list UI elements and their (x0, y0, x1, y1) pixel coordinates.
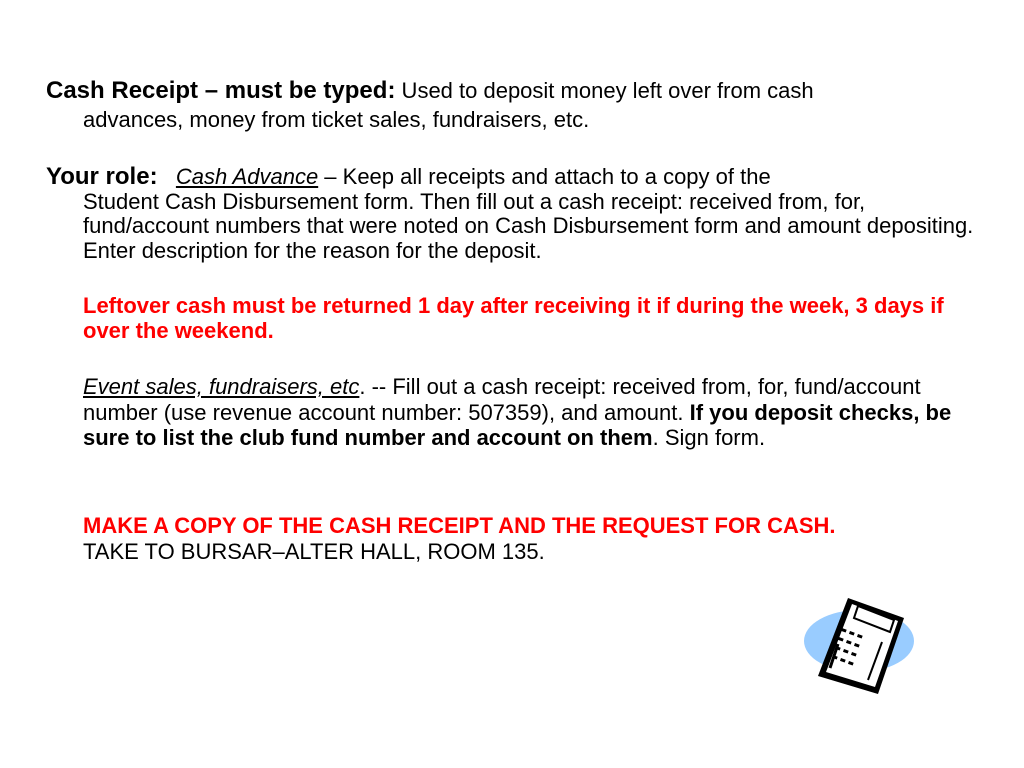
your-role-label: Your role: (46, 163, 158, 190)
your-role-paragraph (46, 165, 976, 263)
event-sales-text1: . -- Fill out a cash receipt: received from, for, fund/account number (use revenue account number: 507359), and amount. (83, 374, 921, 425)
event-sales-paragraph (83, 374, 978, 451)
receipt-clipart-svg (800, 592, 918, 696)
cash-receipt-paragraph (46, 76, 976, 134)
bursar-instruction: TAKE TO BURSAR–ALTER HALL, ROOM 135. (83, 539, 545, 564)
cash-receipt-text-line2: advances, money from ticket sales, fundraisers, etc. (83, 107, 590, 132)
cash-advance-text: – Keep all receipts and attach to a copy of the (318, 164, 771, 189)
cash-receipt-heading: Cash Receipt – must be typed (46, 77, 388, 104)
make-copy-notice: MAKE A COPY OF THE CASH RECEIPT AND THE REQUEST FOR CASH. (83, 513, 836, 538)
leftover-cash-notice: Leftover cash must be returned 1 day after receiving it if during the week, 3 days if over the weekend. (83, 293, 944, 343)
final-instruction (83, 513, 978, 565)
cash-receipt-text-line1: Used to deposit money left over from cash (395, 78, 814, 103)
cash-advance-continuation: Student Cash Disbursement form. Then fill out a cash receipt: received from, for, fund/account numbers that were noted on Cash Disbursement form and amount depositing. Enter description for the reason for the deposit. (83, 188, 974, 263)
event-sales-bold-text: If you deposit checks, be sure to list the club fund number and account on them (83, 399, 952, 450)
cash-register-receipt-icon (800, 592, 918, 696)
event-sales-link[interactable]: Event sales, fundraisers, etc (83, 374, 360, 399)
cash-receipt-colon: : (387, 77, 396, 104)
cash-advance-link[interactable]: Cash Advance (175, 164, 319, 189)
event-sales-text2: . Sign form. (652, 425, 766, 450)
